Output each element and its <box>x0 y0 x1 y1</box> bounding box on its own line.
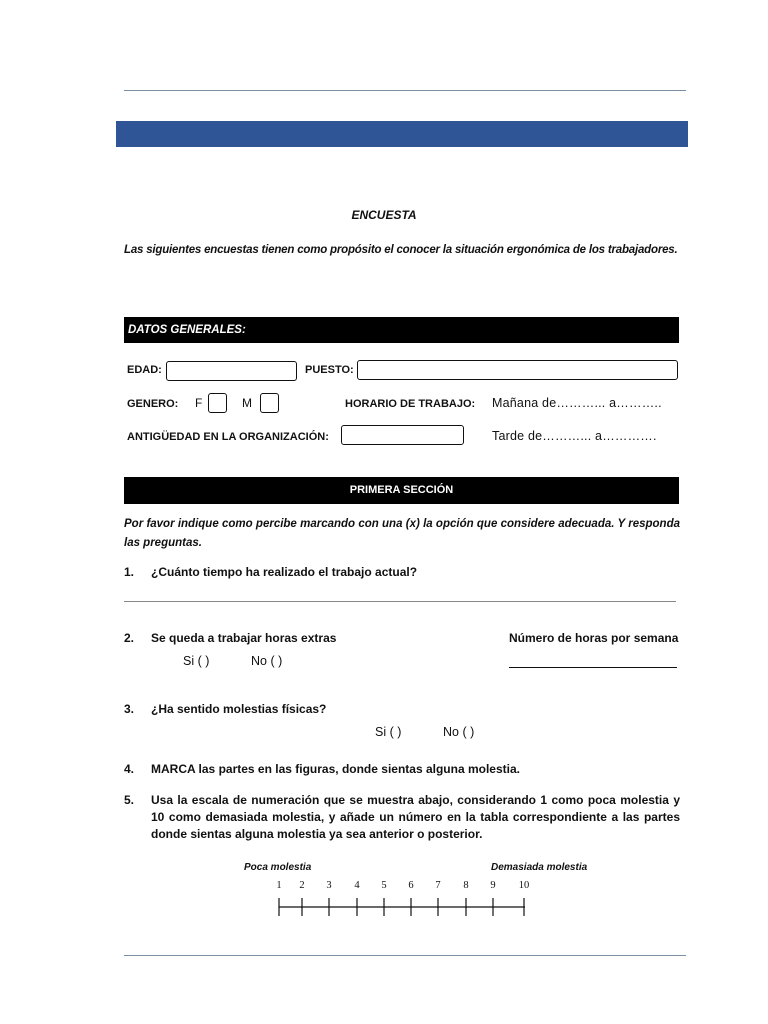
edad-label: EDAD: <box>127 364 162 376</box>
q2-si-option[interactable]: Si ( ) <box>183 654 210 668</box>
datos-generales-bar: DATOS GENERALES: <box>124 317 679 343</box>
question-1-number: 1. <box>124 565 135 579</box>
horario-label: HORARIO DE TRABAJO: <box>345 398 476 410</box>
question-3-text: ¿Ha sentido molestias físicas? <box>151 702 327 716</box>
puesto-label: PUESTO: <box>305 364 354 376</box>
survey-title: ENCUESTA <box>351 208 417 222</box>
scale-number-8: 8 <box>463 880 469 891</box>
genero-f-label: F <box>195 396 203 410</box>
answer-line-1[interactable] <box>124 601 676 602</box>
scale-number-5: 5 <box>381 880 387 891</box>
scale-number-7: 7 <box>435 880 441 891</box>
scale-low-label: Poca molestia <box>244 862 312 873</box>
genero-f-checkbox[interactable] <box>208 393 227 413</box>
hours-answer-line[interactable] <box>509 667 677 668</box>
question-1-text: ¿Cuánto tiempo ha realizado el trabajo actual? <box>151 565 418 579</box>
q3-si-option[interactable]: Si ( ) <box>375 725 402 739</box>
survey-purpose: Las siguientes encuestas tienen como propósito el conocer la situación ergonómica de los trabajadores. <box>124 244 678 256</box>
question-3 <box>124 702 326 716</box>
question-2-number: 2. <box>124 631 135 645</box>
question-5-number: 5. <box>124 793 135 807</box>
question-5 <box>124 792 680 843</box>
antiguedad-label: ANTIGÜEDAD EN LA ORGANIZACIÓN: <box>127 431 329 443</box>
genero-label: GENERO: <box>127 398 179 410</box>
question-5-text: Usa la escala de numeración que se muestra abajo, considerando 1 como poca molestia y 10 como demasiada molestia, y añade un número en la tabla correspondiente a las partes donde sientas alguna molestia ya sea anterior o posterior. <box>151 793 680 841</box>
question-4-number: 4. <box>124 762 135 776</box>
scale-number-1: 1 <box>276 880 282 891</box>
genero-m-label: M <box>242 396 252 410</box>
edad-field[interactable] <box>166 361 297 381</box>
scale-ruler <box>270 895 540 919</box>
primera-seccion-bar: PRIMERA SECCIÓN <box>124 477 679 504</box>
question-3-number: 3. <box>124 702 135 716</box>
q3-no-option[interactable]: No ( ) <box>443 725 475 739</box>
scale-number-9: 9 <box>490 880 496 891</box>
scale-number-2: 2 <box>299 880 305 891</box>
q2-no-option[interactable]: No ( ) <box>251 654 283 668</box>
scale-number-10: 10 <box>518 880 530 891</box>
hours-per-week-label: Número de horas por semana <box>509 631 679 645</box>
instructions: Por favor indique como percibe marcando con una (x) la opción que considere adecuada. Y responda las preguntas. <box>124 518 680 549</box>
question-4-text: MARCA las partes en las figuras, donde sientas alguna molestia. <box>151 762 520 776</box>
scale-high-label: Demasiada molestia <box>491 862 588 873</box>
horario-tarde: Tarde de………... a…………. <box>492 429 657 443</box>
header-band <box>116 121 688 147</box>
scale-number-3: 3 <box>326 880 332 891</box>
bottom-rule <box>124 955 686 956</box>
top-rule <box>124 90 686 91</box>
question-4 <box>124 762 520 776</box>
horario-manana: Mañana de………... a……….. <box>492 396 662 410</box>
question-2 <box>124 631 336 645</box>
antiguedad-field[interactable] <box>341 425 464 445</box>
question-1 <box>124 565 417 579</box>
question-2-text: Se queda a trabajar horas extras <box>151 631 337 645</box>
scale-number-6: 6 <box>408 880 414 891</box>
scale-number-4: 4 <box>354 880 360 891</box>
genero-m-checkbox[interactable] <box>260 393 279 413</box>
puesto-field[interactable] <box>357 360 678 380</box>
